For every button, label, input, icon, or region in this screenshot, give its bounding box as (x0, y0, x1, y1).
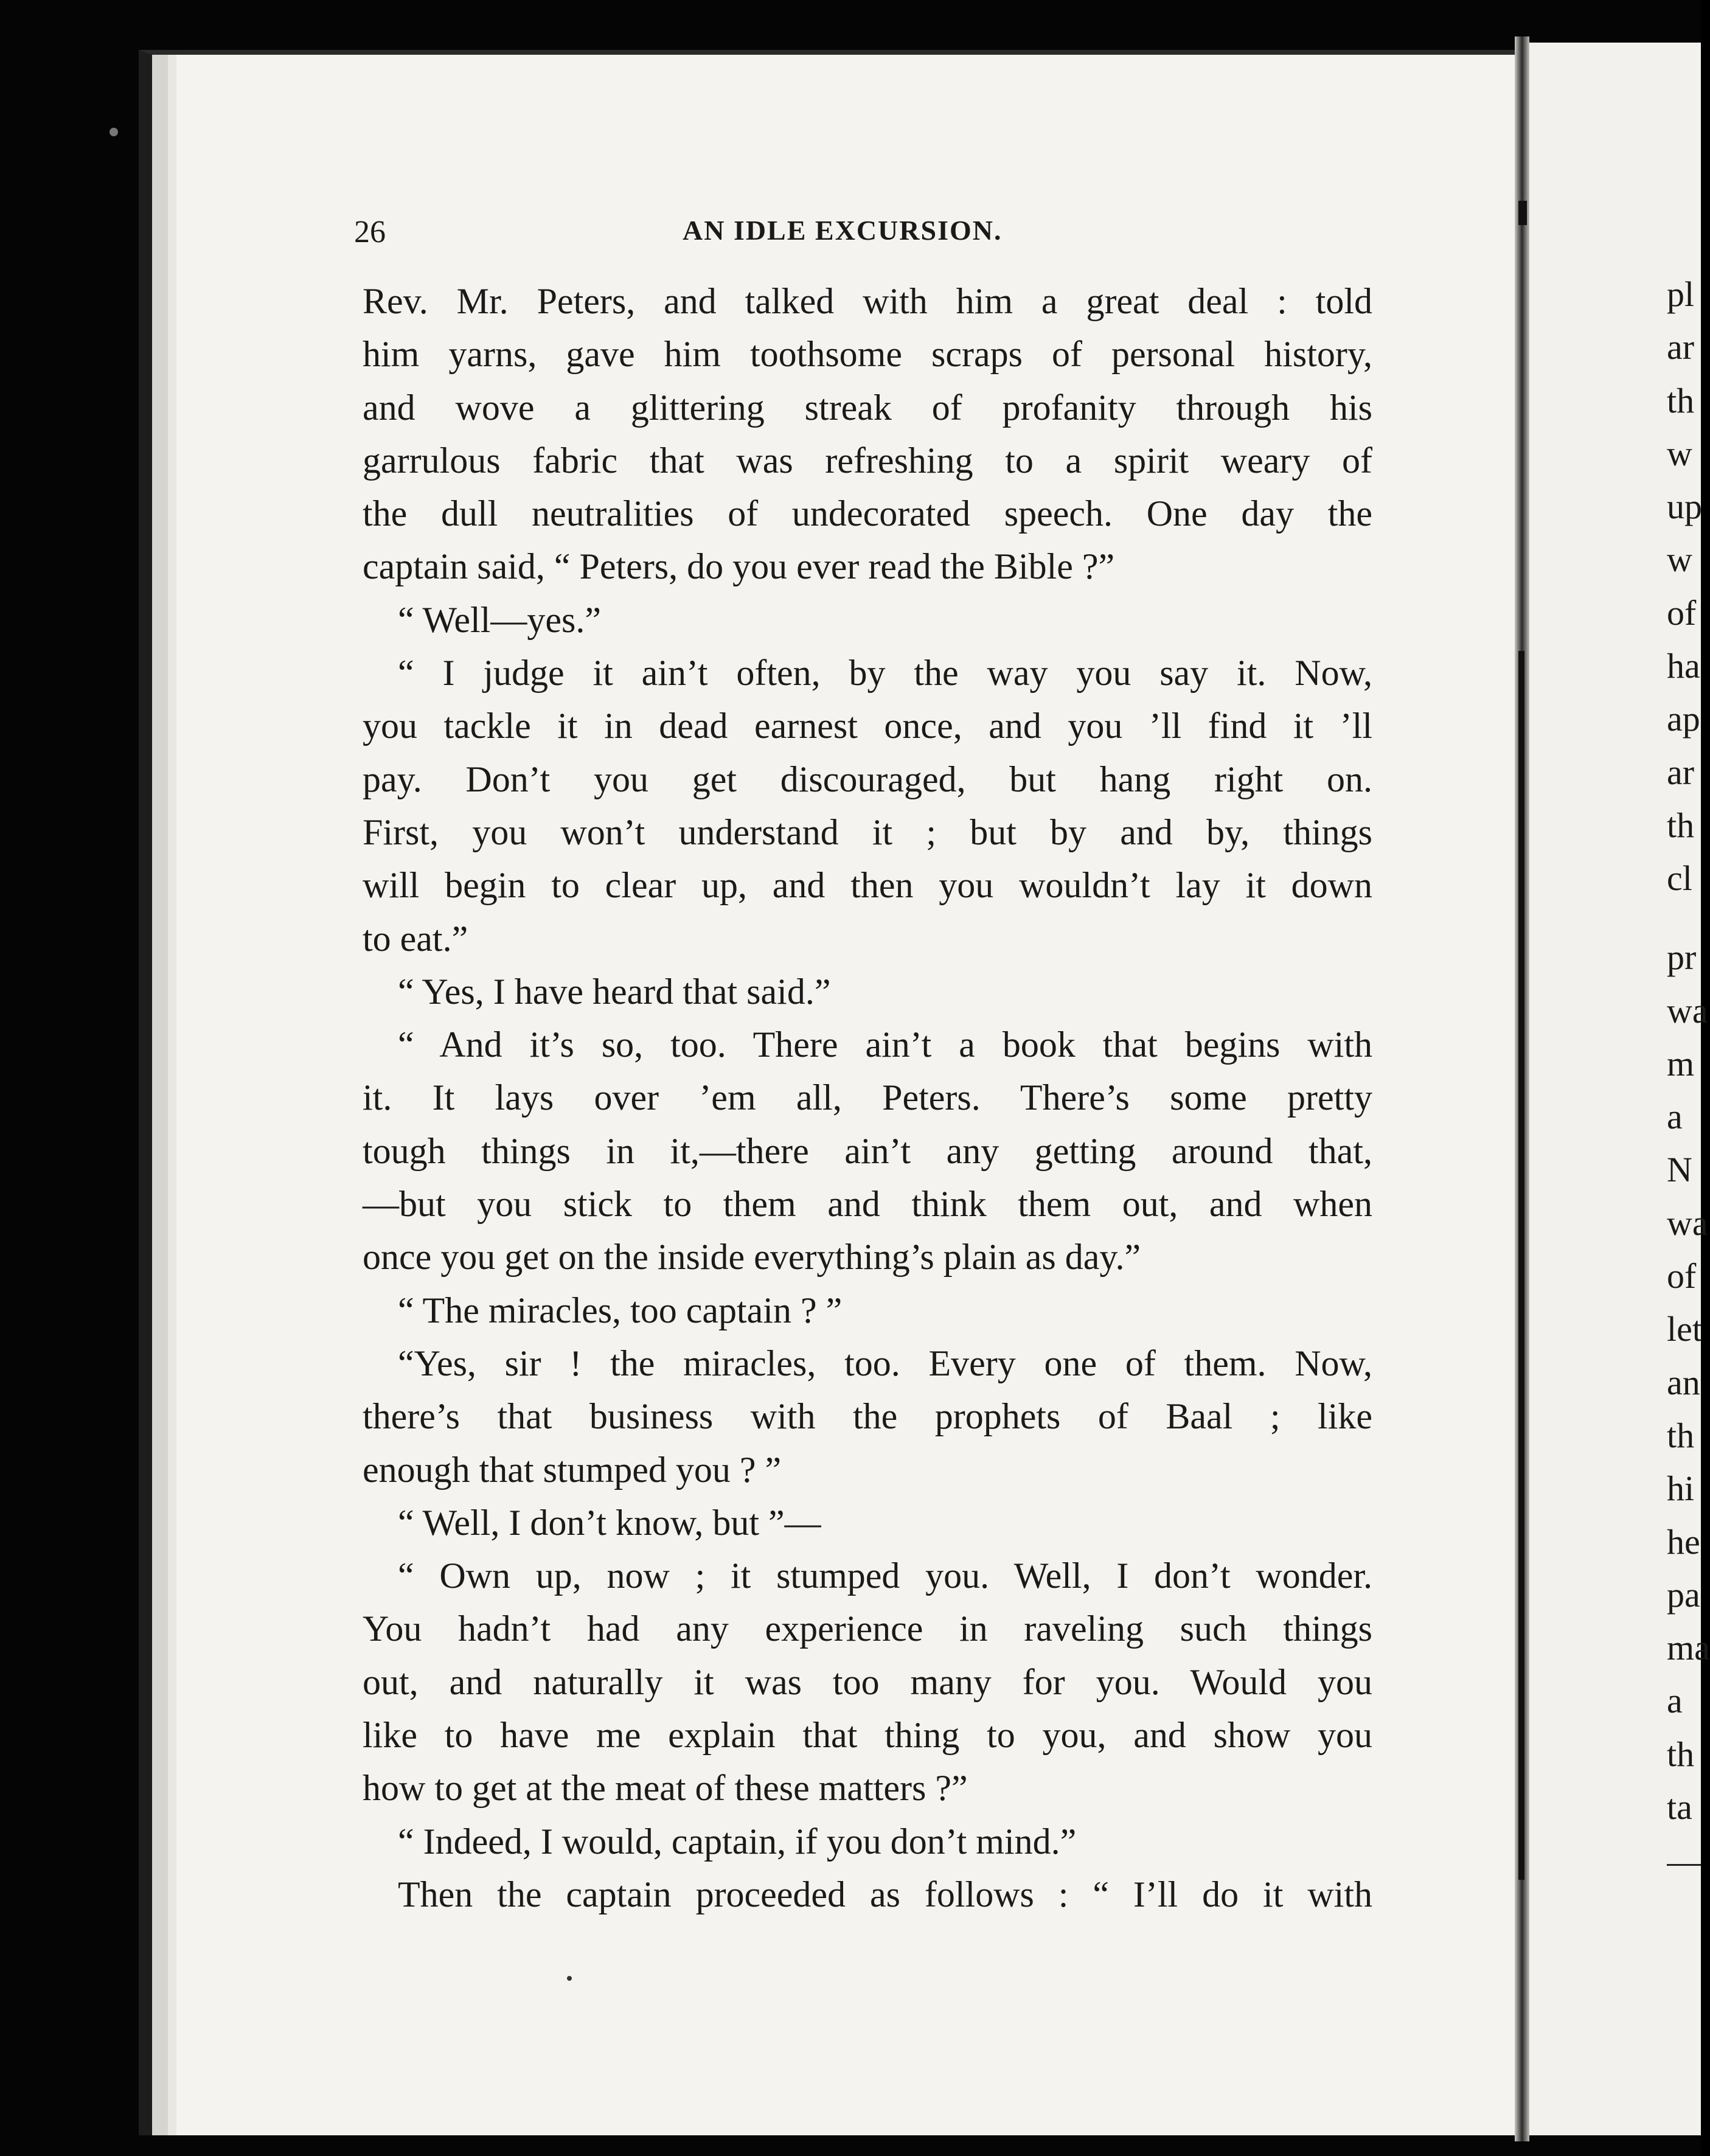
facing-page-fragment: th (1667, 805, 1695, 845)
facing-page-fragment: wa (1667, 990, 1708, 1031)
text-line: First, you won’t understand it ; but by and by, things (363, 812, 1372, 852)
text-line: out, and naturally it was too many for you. Would you (363, 1661, 1372, 1702)
text-line: “ The miracles, too captain ? ” (398, 1290, 843, 1330)
ink-speck (567, 1976, 572, 1981)
text-line: “ Own up, now ; it stumped you. Well, I don’t wonder. (398, 1556, 1372, 1596)
facing-page-fragment: ma (1667, 1628, 1710, 1668)
facing-page-fragment: up (1667, 487, 1702, 527)
facing-page-fragment: th (1667, 1415, 1695, 1455)
text-line: to eat.” (363, 918, 468, 959)
body-text (363, 275, 1372, 1921)
text-line: like to have me explain that thing to you, and show you (363, 1715, 1372, 1756)
text-line: enough that stumped you ? ” (363, 1449, 782, 1490)
facing-page-fragment: he (1667, 1521, 1700, 1562)
facing-page-fragment: a (1667, 1681, 1683, 1721)
text-line: him yarns, gave him toothsome scraps of personal history, (363, 334, 1372, 375)
facing-page-fragment: w (1667, 433, 1692, 473)
facing-page-fragment: w (1667, 540, 1692, 580)
text-line: “ I judge it ain’t often, by the way you say it. Now, (398, 653, 1372, 694)
facing-page-fragment: m (1667, 1043, 1695, 1083)
facing-page-fragment: N (1667, 1150, 1692, 1190)
facing-page-fragment: pr (1667, 937, 1697, 978)
gutter-shadow-mark (1518, 651, 1524, 1880)
facing-page-fragment: an (1667, 1362, 1700, 1402)
facing-page-fragment: ap (1667, 699, 1700, 739)
facing-page-fragment: ha (1667, 646, 1700, 686)
text-line: “ Indeed, I would, captain, if you don’t mind.” (398, 1821, 1077, 1862)
text-line: “ Well, I don’t know, but ”— (398, 1502, 821, 1543)
running-head (354, 201, 1376, 249)
text-line: pay. Don’t you get discouraged, but hang right on. (363, 759, 1372, 799)
text-line: it. It lays over ’em all, Peters. There’s some pretty (363, 1077, 1372, 1118)
facing-page-fragment: th (1667, 380, 1695, 420)
facing-page-fragment: of (1667, 593, 1697, 633)
text-line: will begin to clear up, and then you wouldn’t lay it down (363, 865, 1372, 906)
facing-page-fragment: a (1667, 1097, 1683, 1137)
text-line: “Yes, sir ! the miracles, too. Every one of them. Now, (398, 1343, 1372, 1383)
page-number: 26 (354, 215, 386, 249)
facing-page-fragment: of (1667, 1256, 1697, 1296)
text-line: you tackle it in dead earnest once, and you ’ll find it ’ll (363, 706, 1372, 746)
facing-page-fragment: cl (1667, 858, 1692, 899)
facing-page-fragment: hi (1667, 1469, 1695, 1509)
text-line: and wove a glittering streak of profanity through his (363, 387, 1372, 428)
text-line: You hadn’t had any experience in raveling such things (363, 1608, 1372, 1649)
facing-page-fragment: ar (1667, 327, 1695, 367)
text-line: Rev. Mr. Peters, and talked with him a great deal : told (363, 281, 1372, 321)
text-line: the dull neutralities of undecorated speech. One day the (363, 493, 1372, 534)
text-line: garrulous fabric that was refreshing to a spirit weary of (363, 440, 1372, 481)
text-line: —but you stick to them and think them out, and when (363, 1184, 1372, 1225)
facing-page-fragment: wa (1667, 1203, 1708, 1243)
facing-page-fragment: pa (1667, 1574, 1700, 1615)
text-line: captain said, “ Peters, do you ever read the Bible ?” (363, 546, 1115, 587)
facing-page-fragment: pl (1667, 274, 1695, 314)
facing-page-fragment: ta (1667, 1787, 1692, 1827)
text-line: “ Well—yes.” (398, 599, 601, 640)
text-line: there’s that business with the prophets of Baal ; like (363, 1396, 1372, 1437)
running-title: AN IDLE EXCURSION. (683, 215, 1003, 246)
text-line: “ And it’s so, too. There ain’t a book that begins with (398, 1024, 1372, 1065)
gutter-shadow-mark (1518, 201, 1527, 225)
text-line: Then the captain proceeded as follows : “ I’ll do it with (398, 1874, 1372, 1914)
facing-page-rule (1667, 1864, 1701, 1866)
ink-speck (109, 128, 118, 136)
text-line: how to get at the meat of these matters ?” (363, 1768, 968, 1809)
facing-page-fragment: th (1667, 1734, 1695, 1774)
facing-page-text (1667, 268, 1710, 1834)
text-line: “ Yes, I have heard that said.” (398, 971, 831, 1012)
text-line: once you get on the inside everything’s plain as day.” (363, 1237, 1141, 1278)
facing-page-fragment: ar (1667, 752, 1695, 792)
facing-page-fragment: let (1667, 1309, 1702, 1349)
text-line: tough things in it,—there ain’t any getting around that, (363, 1130, 1372, 1171)
